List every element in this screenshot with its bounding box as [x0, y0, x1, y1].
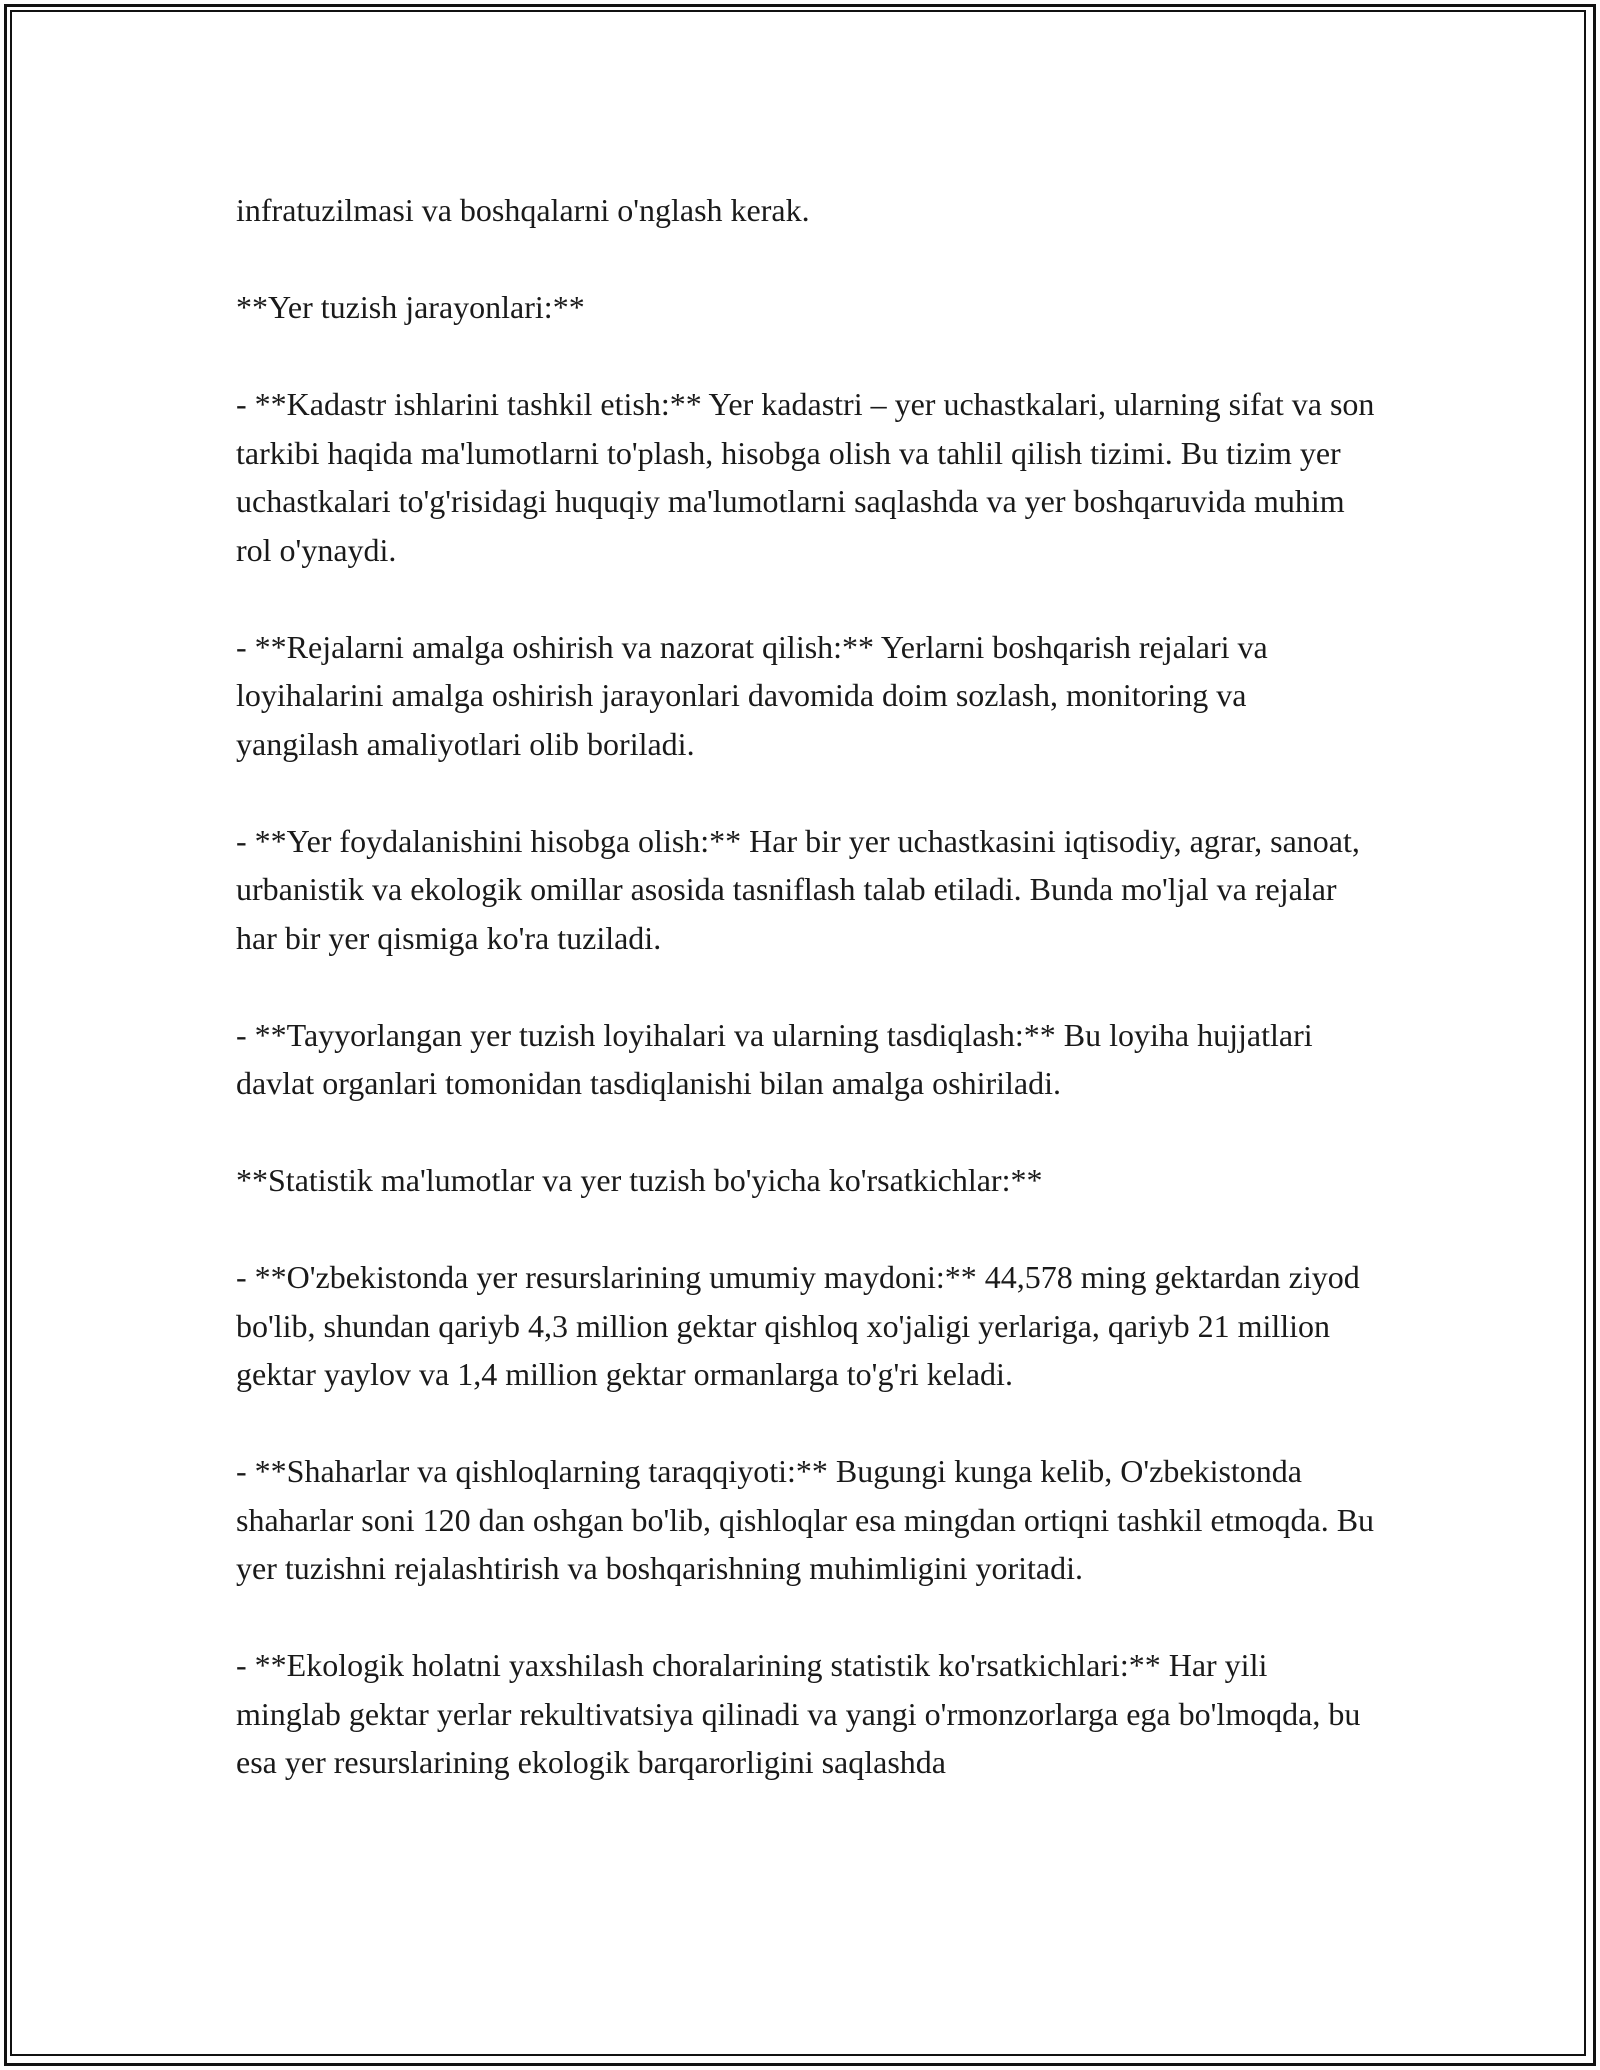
list-item-land-use-accounting: - **Yer foydalanishini hisobga olish:** Har bir yer uchastkasini iqtisodiy, agrar, sanoat, urbanistik va ekologik omillar asosida tasniflash talab etiladi. Bunda mo'ljal va rejalar har bir yer qismiga ko'ra tuziladi.: [236, 822, 1360, 956]
list-item-cadastre: - **Kadastr ishlarini tashkil etish:** Yer kadastri – yer uchastkalari, ularning sifat va son tarkibi haqida ma'lumotlarni to'plash, hisobga olish va tahlil qilish tizimi. Bu tizim yer uchastkalari to'g'risidagi huquqiy ma'lumotlarni saqlashda va yer boshqaruvida muhim rol o'ynaydi.: [236, 386, 1375, 568]
heading-land-planning-processes: **Yer tuzish jarayonlari:**: [236, 289, 585, 325]
heading-statistics: **Statistik ma'lumotlar va yer tuzish bo'yicha ko'rsatkichlar:**: [236, 1162, 1043, 1198]
list-item-total-area: - **O'zbekistonda yer resurslarining umumiy maydoni:** 44,578 ming gektardan ziyod bo'lib, shundan qariyb 4,3 million gektar qishloq xo'jaligi yerlariga, qariyb 21 million gektar yaylov va 1,4 million gektar ormanlarga to'g'ri keladi.: [236, 1259, 1360, 1392]
list-item-project-approval: - **Tayyorlangan yer tuzish loyihalari va ularning tasdiqlash:** Bu loyiha hujjatlari davlat organlari tomonidan tasdiqlanishi bilan amalga oshiriladi.: [236, 1016, 1313, 1101]
list-item-ecological-indicators: - **Ekologik holatni yaxshilash choralarining statistik ko'rsatkichlari:** Har yili minglab gektar yerlar rekultivatsiya qilinadi va yangi o'rmonzorlarga ega bo'lmoqda, bu esa yer resurslarining ekologik barqarorligini saqlashda: [236, 1647, 1361, 1780]
list-item-plan-implementation: - **Rejalarni amalga oshirish va nazorat qilish:** Yerlarni boshqarish rejalari va loyihalarini amalga oshirish jarayonlari davomida doim sozlash, monitoring va yangilash amaliyotlari olib boriladi.: [236, 628, 1268, 762]
paragraph-intro-fragment: infratuzilmasi va boshqalarni o'nglash kerak.: [236, 192, 810, 228]
list-item-urban-rural-development: - **Shaharlar va qishloqlarning taraqqiyoti:** Bugungi kunga kelib, O'zbekistonda shaharlar soni 120 dan oshgan bo'lib, qishloqlar esa mingdan ortiqni tashkil etmoqda. Bu yer tuzishni rejalashtirish va boshqarishning muhimligini yoritadi.: [236, 1453, 1375, 1586]
document-body: [236, 186, 1376, 1835]
